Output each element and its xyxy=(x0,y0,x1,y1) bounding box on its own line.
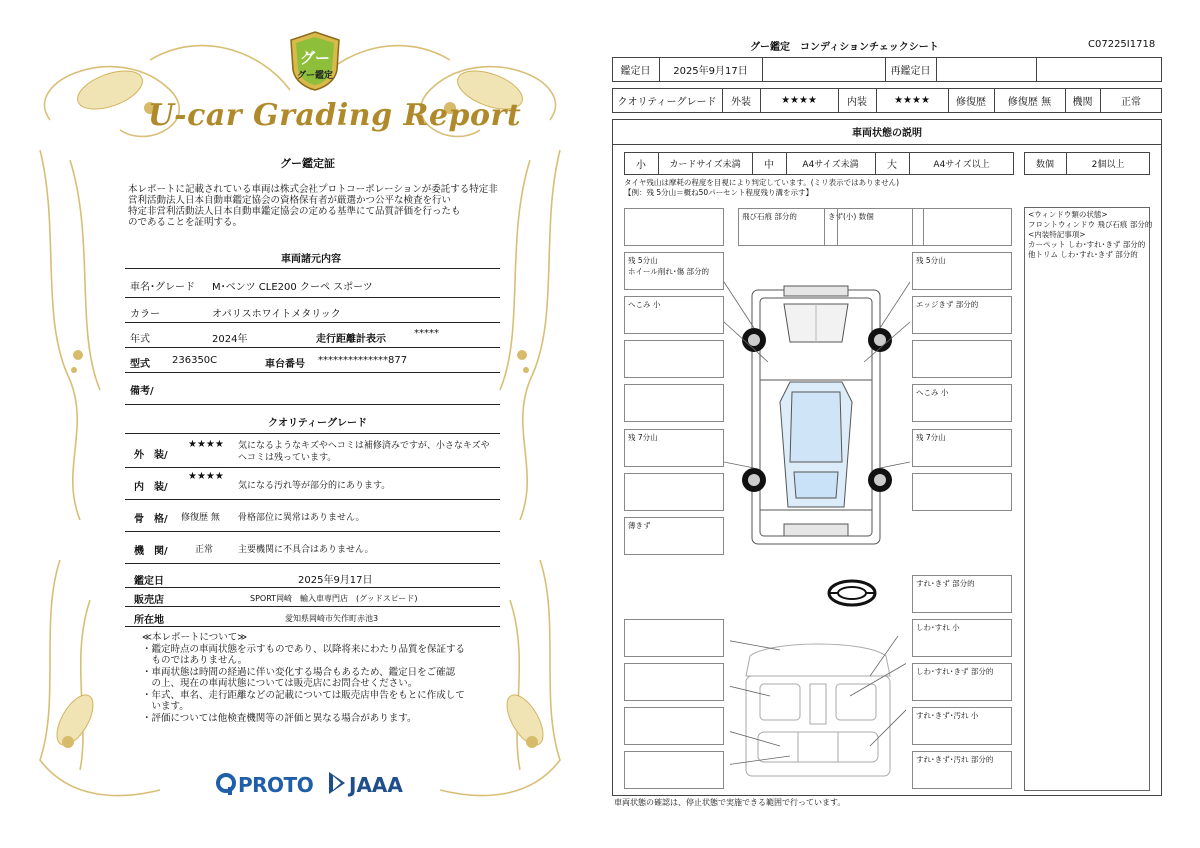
interior-box-left-2 xyxy=(624,663,724,701)
interior-box-left-3 xyxy=(624,707,724,745)
proto-logo-text: PROTO xyxy=(238,773,314,797)
remarks-label: 備考/ xyxy=(130,386,154,397)
damage-box-right-5: 残 7分山 xyxy=(912,429,1012,467)
color-label: カラー xyxy=(130,309,160,320)
damage-box-left-6 xyxy=(624,473,724,511)
steering-wheel-icon xyxy=(826,578,878,608)
damage-box-right-3 xyxy=(912,340,1012,378)
damage-box-left-4 xyxy=(624,384,724,422)
sheet-engine-value: 正常 xyxy=(1121,97,1141,108)
address-label: 所在地 xyxy=(134,615,164,626)
chassis-label: 車台番号 xyxy=(265,359,305,370)
size-large: 大 xyxy=(887,160,897,171)
date-label: 鑑定日 xyxy=(134,576,164,587)
int-text: 気になる汚れ等が部分的にあります。 xyxy=(238,481,391,491)
shop-value: SPORT岡崎 輸入車専門店 (グッドスピード) xyxy=(250,594,418,603)
sheet-title: グー鑑定 コンディションチェックシート xyxy=(750,42,939,53)
damage-box-right-6 xyxy=(912,473,1012,511)
sheet-footer: 車両状態の確認は、停止状態で実施できる範囲で行っています。 xyxy=(614,798,846,807)
damage-box-top-left xyxy=(624,208,724,246)
count-value: 2個以上 xyxy=(1091,160,1125,170)
redate-label: 再鑑定日 xyxy=(890,66,931,77)
frame-label: 骨 格/ xyxy=(134,514,168,525)
certificate-title: グー鑑定証 xyxy=(280,157,335,170)
damage-box-left-7: 薄きず xyxy=(624,517,724,555)
mileage-value: ***** xyxy=(414,328,439,339)
engine-text: 主要機関に不具合はありません。 xyxy=(238,545,374,555)
sheet-int-label: 内装 xyxy=(847,97,867,108)
size-mid: 中 xyxy=(764,160,774,171)
engine-label: 機 関/ xyxy=(134,546,168,557)
state-heading: 車両状態の説明 xyxy=(852,128,922,139)
count-label: 数個 xyxy=(1035,160,1054,170)
jaaa-logo-icon xyxy=(327,770,347,796)
sheet-ext-stars: ★★★★ xyxy=(781,95,817,106)
int-stars: ★★★★ xyxy=(188,471,224,482)
int-label: 内 装/ xyxy=(134,482,168,493)
damage-box-top-2: きず(小) 数個 xyxy=(824,208,924,246)
qg-label: クオリティーグレード xyxy=(617,97,717,108)
about-section: ≪本レポートについて≫ ・鑑定時点の車両状態を示すものであり、以降将来にわたり品質を保証する ものではありません。 ・車両状態は時間の経過に伴い変化する場合もあるため、鑑定日をご確認 の上、現在の車両状態については販売店にお問合せください。 ・年式、車名、走行距離などの記載については販売店申告をもとに作成して います。 ・評価については他検査機関等の評価と異なる場合があります。 xyxy=(142,632,466,724)
model-value: 236350C xyxy=(172,355,218,366)
interior-box-right-1: すれ･きず 部分的 xyxy=(912,575,1012,613)
interior-box-right-3: しわ･すれ･きず 部分的 xyxy=(912,663,1012,701)
size-small-desc: カードサイズ未満 xyxy=(669,160,741,170)
damage-box-left-1: 残 5分山 ホイール削れ･傷 部分的 xyxy=(624,252,724,290)
sheet-int-stars: ★★★★ xyxy=(894,95,930,106)
ext-label: 外 装/ xyxy=(134,450,168,461)
interior-box-right-2: しわ･すれ 小 xyxy=(912,619,1012,657)
sheet-date-value: 2025年9月17日 xyxy=(673,66,748,77)
condition-check-sheet xyxy=(600,0,1200,848)
car-label: 車名･グレード xyxy=(130,282,195,293)
notes-box xyxy=(1024,207,1153,791)
damage-box-top-right xyxy=(912,208,1012,246)
svg-text:グー: グー xyxy=(299,49,331,67)
damage-box-left-5: 残 7分山 xyxy=(624,429,724,467)
frame-text: 骨格部位に異常はありません。 xyxy=(238,513,365,523)
engine-value: 正常 xyxy=(195,545,214,555)
car-exterior-diagram xyxy=(724,262,910,562)
car-value: M･ベンツ CLE200 クーペ スポーツ xyxy=(212,282,373,293)
repair-label: 修復歴 xyxy=(956,97,986,108)
chassis-value: **************877 xyxy=(318,355,408,366)
sheet-code: C07225I1718 xyxy=(1088,39,1156,50)
damage-box-left-2: へこみ 小 xyxy=(624,296,724,334)
tire-note-1: タイヤ残山は摩耗の程度を目視により判定しています。(ミリ表示ではありません) xyxy=(624,178,900,187)
sheet-engine-label: 機関 xyxy=(1072,97,1093,108)
goo-kantei-badge-icon xyxy=(287,30,343,92)
intro-text: 本レポートに記載されている車両は株式会社プロトコーポレーションが委託する特定非 営利活動法人日本自動車鑑定協会の資格保有者が厳選かつ公平な検査を行い 特定非営利活動法人日本自動車鑑定協会の定める基準にて品質評価を行ったも のであることを証明する。 xyxy=(128,184,498,228)
ext-text: 気になるようなキズやヘコミは補修済みですが、小さなキズや ヘコミは残っています。 xyxy=(238,441,490,463)
quality-heading: クオリティーグレード xyxy=(268,418,367,429)
report-script-title: U-car Grading Report xyxy=(148,98,522,133)
year-value: 2024年 xyxy=(212,334,248,345)
spec-heading: 車両諸元内容 xyxy=(281,254,341,265)
size-small: 小 xyxy=(636,160,646,171)
size-large-desc: A4サイズ以上 xyxy=(933,160,990,170)
damage-box-right-1: 残 5分山 xyxy=(912,252,1012,290)
sheet-ext-label: 外装 xyxy=(731,97,751,108)
size-mid-desc: A4サイズ未満 xyxy=(802,160,859,170)
address-value: 愛知県岡崎市矢作町赤池3 xyxy=(285,614,379,623)
shop-label: 販売店 xyxy=(134,595,164,606)
damage-box-top-1: 飛び石痕 部分的 xyxy=(738,208,838,246)
mileage-label: 走行距離計表示 xyxy=(316,334,386,345)
svg-text:グー鑑定: グー鑑定 xyxy=(296,71,334,81)
interior-box-right-4: すれ･きず･汚れ 小 xyxy=(912,707,1012,745)
frame-value: 修復歴 無 xyxy=(181,513,220,523)
damage-box-left-3 xyxy=(624,340,724,378)
tire-note-2: 【例：残 5分山＝概ね50パーセント程度残り溝を示す】 xyxy=(624,188,814,197)
interior-box-left-1 xyxy=(624,619,724,657)
year-label: 年式 xyxy=(130,334,150,345)
notes-text: <ウィンドウ類の状態> フロントウィンドウ 飛び石痕 部分的 <内装特記事項> カーペット しわ･すれ･きず 部分的 他トリム しわ･すれ･きず 部分的 xyxy=(1028,210,1153,259)
repair-value: 修復歴 無 xyxy=(1007,97,1052,108)
sheet-date-label: 鑑定日 xyxy=(620,66,651,77)
damage-box-right-2: エッジきず 部分的 xyxy=(912,296,1012,334)
damage-box-right-4: へこみ 小 xyxy=(912,384,1012,422)
proto-logo-icon xyxy=(216,772,238,796)
interior-box-right-5: すれ･きず･汚れ 部分的 xyxy=(912,751,1012,789)
interior-box-left-4 xyxy=(624,751,724,789)
ext-stars: ★★★★ xyxy=(188,439,224,450)
color-value: オパリスホワイトメタリック xyxy=(212,309,341,320)
date-value: 2025年9月17日 xyxy=(298,575,373,586)
jaaa-logo-text: JAAA xyxy=(349,773,403,797)
car-interior-diagram xyxy=(730,636,906,786)
model-label: 型式 xyxy=(130,359,150,370)
